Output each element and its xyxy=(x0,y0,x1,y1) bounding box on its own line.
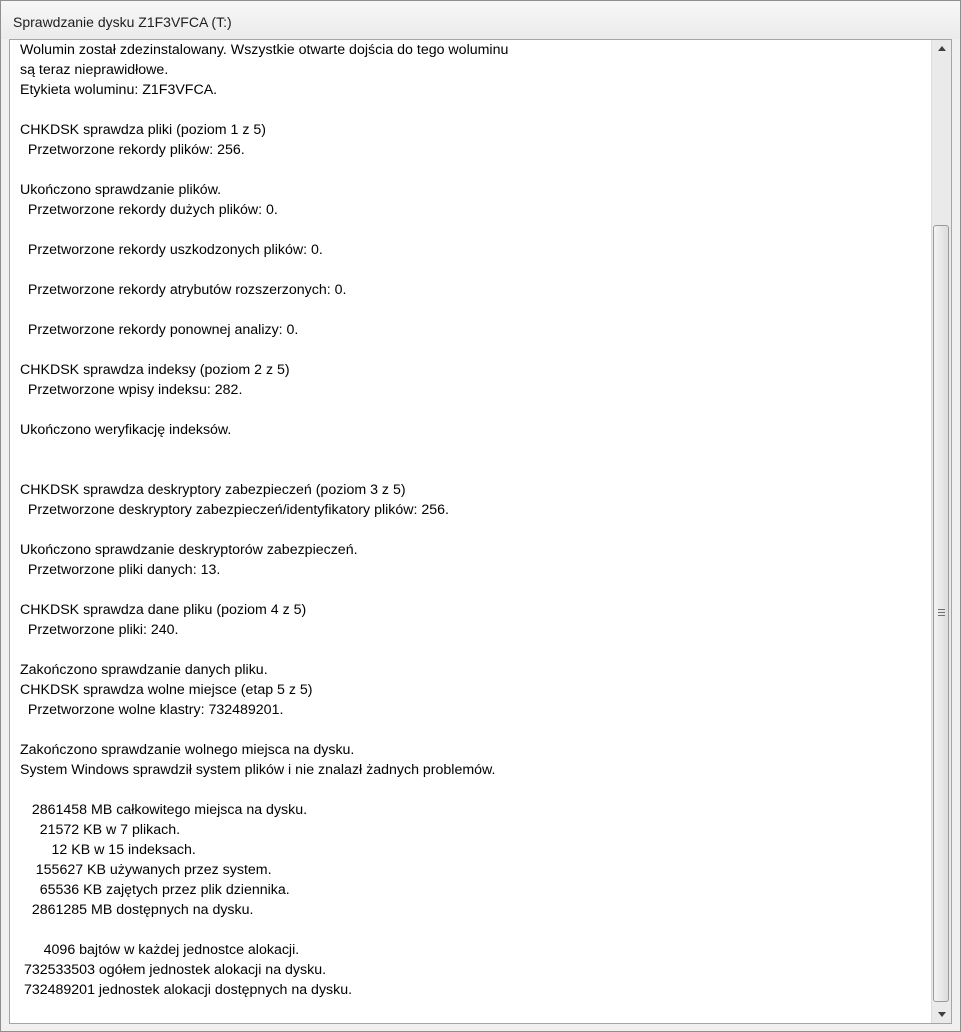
log-line: CHKDSK sprawdza deskryptory zabezpieczeń (poziom 3 z 5) xyxy=(20,482,406,498)
log-line: Wolumin został zdezinstalowany. Wszystkie otwarte dojścia do tego woluminu xyxy=(20,42,509,58)
log-line: CHKDSK sprawdza dane pliku (poziom 4 z 5) xyxy=(20,602,307,618)
log-line: 2861285 MB dostępnych na dysku. xyxy=(20,902,254,918)
log-line: Zakończono sprawdzanie danych pliku. xyxy=(20,662,268,678)
log-line: 155627 KB używanych przez system. xyxy=(20,862,272,878)
chkdsk-output-textbox[interactable] xyxy=(9,39,952,1024)
log-line: CHKDSK sprawdza indeksy (poziom 2 z 5) xyxy=(20,362,290,378)
log-line: Przetworzone wolne klastry: 732489201. xyxy=(20,702,284,718)
log-line xyxy=(20,160,930,180)
title-bar[interactable] xyxy=(1,1,960,39)
log-line: 732533503 ogółem jednostek alokacji na dysku. xyxy=(20,962,327,978)
log-line: Przetworzone rekordy plików: 256. xyxy=(20,142,245,158)
log-line: Przetworzone pliki: 240. xyxy=(20,622,179,638)
scroll-down-button[interactable] xyxy=(932,1006,951,1023)
log-line xyxy=(20,340,930,360)
log-line xyxy=(20,580,930,600)
log-line: Ukończono sprawdzanie deskryptorów zabezpieczeń. xyxy=(20,542,358,558)
grip-icon xyxy=(938,609,945,618)
log-line: Przetworzone rekordy dużych plików: 0. xyxy=(20,202,278,218)
log-line xyxy=(20,100,930,120)
log-line: Zakończono sprawdzanie wolnego miejsca na dysku. xyxy=(20,742,355,758)
log-line xyxy=(20,920,930,940)
log-line xyxy=(20,460,930,480)
log-line xyxy=(20,440,930,460)
log-line: 2861458 MB całkowitego miejsca na dysku. xyxy=(20,802,308,818)
log-line: Przetworzone wpisy indeksu: 282. xyxy=(20,382,243,398)
log-line: Ukończono sprawdzanie plików. xyxy=(20,182,222,198)
log-line: Przetworzone rekordy atrybutów rozszerzonych: 0. xyxy=(20,282,347,298)
log-line: Przetworzone pliki danych: 13. xyxy=(20,562,221,578)
log-line xyxy=(20,780,930,800)
log-line: 732489201 jednostek alokacji dostępnych na dysku. xyxy=(20,982,353,998)
log-line xyxy=(20,720,930,740)
log-line: System Windows sprawdził system plików i nie znalazł żadnych problemów. xyxy=(20,762,496,778)
log-line: są teraz nieprawidłowe. xyxy=(20,62,169,78)
log-line: Ukończono weryfikację indeksów. xyxy=(20,422,232,438)
log-line: 21572 KB w 7 plikach. xyxy=(20,822,181,838)
log-line: Przetworzone rekordy uszkodzonych plików: 0. xyxy=(20,242,323,258)
log-line: 12 KB w 15 indeksach. xyxy=(20,842,196,858)
log-line: 65536 KB zajętych przez plik dziennika. xyxy=(20,882,290,898)
chkdsk-log-text xyxy=(20,40,930,1000)
window-title: Sprawdzanie dysku Z1F3VFCA (T:) xyxy=(13,14,232,30)
log-line xyxy=(20,400,930,420)
arrow-down-icon xyxy=(938,1012,946,1017)
log-line: Przetworzone deskryptory zabezpieczeń/identyfikatory plików: 256. xyxy=(20,502,449,518)
scroll-thumb[interactable] xyxy=(933,225,949,1002)
scroll-up-button[interactable] xyxy=(932,40,951,57)
log-line xyxy=(20,300,930,320)
log-line xyxy=(20,220,930,240)
arrow-up-icon xyxy=(938,46,946,51)
log-line: Przetworzone rekordy ponownej analizy: 0. xyxy=(20,322,299,338)
log-line xyxy=(20,260,930,280)
log-line: 4096 bajtów w każdej jednostce alokacji. xyxy=(20,942,300,958)
log-line: Etykieta woluminu: Z1F3VFCA. xyxy=(20,82,218,98)
log-line xyxy=(20,520,930,540)
log-line: CHKDSK sprawdza pliki (poziom 1 z 5) xyxy=(20,122,266,138)
log-line xyxy=(20,640,930,660)
log-line: CHKDSK sprawdza wolne miejsce (etap 5 z 5) xyxy=(20,682,313,698)
vertical-scrollbar[interactable] xyxy=(931,40,951,1023)
